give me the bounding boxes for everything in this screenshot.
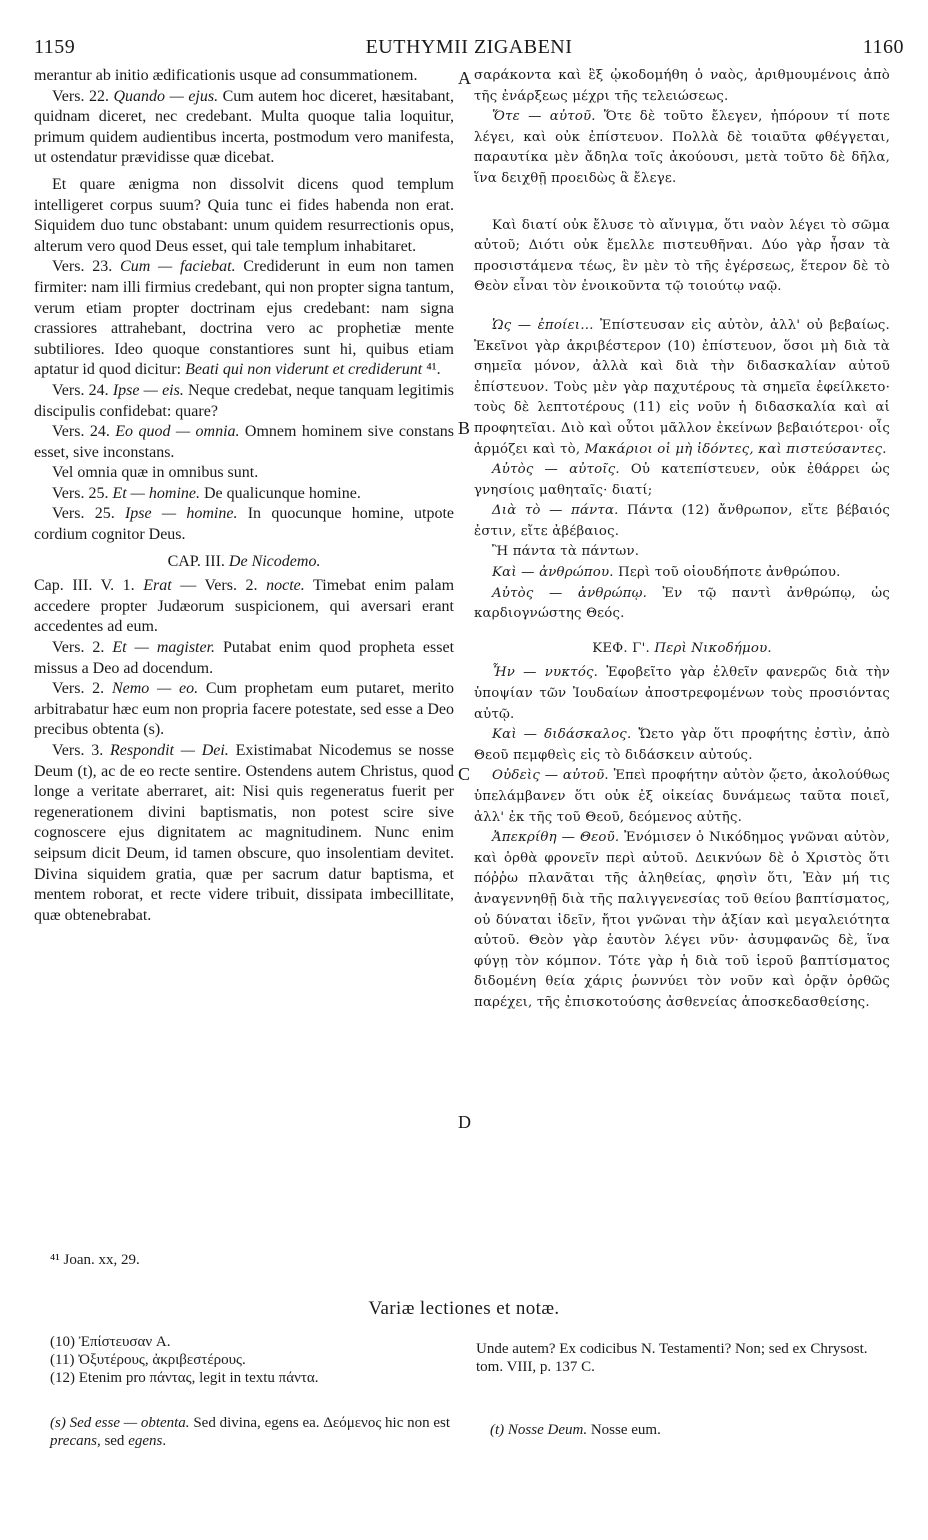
gloss-text: Ὅτε δὲ τοῦτο ἔλεγεν, ἠπόρουν τί ποτε λέγει, καὶ οὐκ ἐπίστευον. Πολλὰ δὲ τοιαῦτα φθέγγεται, παραυτίκα μὲν ἄδηλα τοῖς ἀκούουσι, μετὰ τοῦτο δὲ δῆλα, ἵνα δειχθῇ προειδὼς ἃ ἔλεγε. bbox=[474, 109, 890, 186]
greek-para-10 bbox=[474, 663, 890, 725]
verse-ref: — Vers. 2. bbox=[171, 577, 267, 595]
note-text: . bbox=[162, 1433, 167, 1449]
gloss-text: Ἐν τῷ παντὶ ἀνθρώπῳ, ὡς καρδιογνώστης Θεός. bbox=[474, 585, 890, 622]
lemma: Ipse — homine. bbox=[124, 505, 238, 523]
gloss-text: Ἐπίστευσαν εἰς αὐτὸν, ἀλλ' οὐ βεβαίως. Ἐκεῖνοι γὰρ ἀκριβέστερον (10) ἐπίστευον, ὅσοι μὴ διὰ τὰ σημεῖα μόνον, ἀλλὰ καὶ διὰ τὴν διδασκαλίαν αὐτοῦ ἐπίστευον. Τοὺς μὲν γὰρ παχυτέρους τὰ σημεῖα ἐφείλκετο· τοὺς δὲ λεπτοτέρους (11) εἰς νοῦν ἡ διδασκαλία καὶ αἱ προφητεῖαι. Διὸ καὶ οὗτοι μᾶλλον ἐκείνων βεβαιότεροι· οἷς ἁρμόζει καὶ τὸ, bbox=[474, 317, 890, 457]
lemma: Quando — ejus. bbox=[113, 87, 219, 105]
chapter-number: ΚΕΦ. Γ'. bbox=[592, 640, 650, 656]
latin-para-6 bbox=[34, 422, 454, 463]
running-title: EUTHYMII ZIGABENI bbox=[365, 36, 573, 58]
variant-11: (11) Ὀξυτέρους, ἀκριβεστέρους. bbox=[50, 1352, 246, 1368]
lemma: Ὅτε — αὐτοῦ. bbox=[492, 109, 596, 125]
variants-left bbox=[50, 1333, 460, 1387]
latin-para-8 bbox=[34, 484, 454, 505]
lemma: Et — homine. bbox=[112, 484, 200, 502]
verse-ref: Vers. 2. bbox=[52, 680, 105, 698]
latin-para-2 bbox=[34, 87, 454, 169]
margin-letter-d: D bbox=[458, 1112, 471, 1132]
greek-para-1: σαράκοντα καὶ ἓξ ᾠκοδομήθη ὁ ναὸς, ἀριθμουμένοις ἀπὸ τῆς ἐνάρξεως μέχρι τῆς τελειώσεως. bbox=[474, 68, 890, 104]
variants-right bbox=[476, 1340, 896, 1376]
latin-para-10 bbox=[34, 576, 454, 638]
lemma: Αὐτὸς — αὐτοῖς. bbox=[492, 462, 620, 478]
lemma: Ἦν — νυκτός. bbox=[492, 665, 599, 681]
latin-para-5 bbox=[34, 381, 454, 422]
lemma: Καὶ — διδάσκαλος. bbox=[492, 727, 632, 743]
greek-para-11 bbox=[474, 725, 890, 766]
gloss-text: Ἐφοβεῖτο γὰρ ἐλθεῖν φανερῶς διὰ τὴν ὑποψίαν τῶν Ἰουδαίων ἀποστρεφομένων τοὺς προσιόντας αὐτῷ. bbox=[474, 665, 890, 722]
chapter-heading-latin bbox=[34, 552, 454, 573]
gloss-text: Οὐ κατεπίστευεν, οὐκ ἐθάρρει ὡς γνησίοις μαθηταῖς· διατί; bbox=[474, 462, 890, 498]
latin-para-9 bbox=[34, 504, 454, 545]
greek-column bbox=[474, 66, 890, 1014]
latin-para-1: merantur ab initio ædificationis usque ad consummationem. bbox=[34, 67, 418, 84]
verse-ref: Vers. 2. bbox=[52, 639, 105, 657]
gloss-text: Ἐπεὶ προφήτην αὐτὸν ᾤετο, ἀκολούθως ὑπελάμβανεν ὅτι οὐκ ἐξ οἰκείας δυνάμεως ταῦτα ποιεῖ, ἀλλ' ἐκ τῆς τοῦ Θεοῦ, δεόμενος αὐτῆς. bbox=[474, 768, 890, 825]
footnote-mark: ⁴¹. bbox=[422, 361, 441, 379]
chapter-heading-greek bbox=[474, 639, 890, 660]
greek-para-5 bbox=[474, 460, 890, 501]
note-italic: egens bbox=[128, 1433, 163, 1449]
gloss-text: Timebat enim palam accedere propter Judæorum suspicionem, qui aversari erant accedentes ad eum. bbox=[34, 577, 455, 636]
lemma: Οὐδεὶς — αὐτοῦ. bbox=[492, 768, 609, 784]
gloss-text: Cum autem hoc diceret, hæsitabant, quidnam diceret, nec credebant. Multa quoque talia loquitur, primum quidem audientibus incerta, postmodum vero manifesta, ut ostendatur prævidisse quæ dicebat. bbox=[34, 87, 455, 167]
greek-para-12 bbox=[474, 766, 890, 828]
verse-ref: Vers. 25. bbox=[52, 484, 109, 502]
latin-para-12 bbox=[34, 679, 454, 741]
note-italic: precans bbox=[50, 1433, 97, 1449]
gloss-text: Putabat enim quod propheta esset missus a Deo ad docendum. bbox=[34, 639, 455, 677]
page-number-right: 1160 bbox=[862, 36, 904, 58]
lemma: nocte. bbox=[266, 577, 305, 595]
greek-para-4 bbox=[474, 316, 890, 460]
verse-ref: Vers. 3. bbox=[52, 742, 104, 759]
note-t bbox=[490, 1422, 900, 1439]
latin-para-11 bbox=[34, 638, 454, 679]
verse-ref: Vers. 24. bbox=[52, 381, 109, 399]
note-s bbox=[50, 1414, 460, 1450]
greek-para-8 bbox=[474, 563, 890, 584]
latin-para-3: Et quare ænigma non dissolvit dicens quod templum intelligeret corpus suum? Quia tunc ei fides habenda non erat. Siquidem duo tunc obstabant: unum quidem resurrectionis opus, alterum vero quod Deus esset, qui tale templum inhabitaret. bbox=[34, 175, 454, 255]
chapter-number: CAP. III. bbox=[167, 552, 225, 570]
gloss-text: Crediderunt in eum non tamen firmiter: nam illi firmius credebant, qui non propter signa tantum, verum etiam propter doctrinam ejus credebant: nam signa crassiores attrahebant, doctrina vero ac prophetiæ mente subtiliores. Ideo quoque constantiores sunt hi, quibus etiam aptatur id quod dicitur: bbox=[34, 258, 455, 379]
variant-12: (12) Etenim pro πάντας, legit in textu πάντα. bbox=[50, 1370, 319, 1386]
gloss-text: Omnem hominem sive constans esset, sive inconstans. bbox=[34, 423, 455, 461]
lemma: Eo quod — omnia. bbox=[115, 423, 240, 441]
lemma: Et — magister. bbox=[112, 639, 216, 657]
variant-10: (10) Ἐπίστευσαν A. bbox=[50, 1334, 171, 1350]
lemma: Αὐτὸς — ἀνθρώπῳ. bbox=[492, 585, 648, 601]
gloss-text: Ἐνόμισεν ὁ Νικόδημος γνῶναι αὐτὸν, καὶ ὀρθὰ φρονεῖν περὶ αὐτοῦ. Δεικνύων δὲ ὁ Χριστὸς ὅτι πόῤῥω πλανᾶται τῆς ἀληθείας, φησὶν ὅτι, Ἐὰν μή τις ἀναγεννηθῇ διὰ τῆς παλιγγενεσίας τοῦ θείου βαπτίσματος, οὐ δύναται ἰδεῖν, ἤτοι γνῶναι τὴν ἀξίαν καὶ μεγαλειότητα αὐτοῦ. Θεὸν γὰρ ἑαυτὸν λέγει νῦν· ἀσυμφανῶς δὲ, ἵνα φύγῃ τὸν κόμπον. Τότε γὰρ ἡ διὰ τοῦ ἱεροῦ βαπτίσματος διδομένη θεία χάρις ῥωννύει τὸν νοῦν καὶ ὁρᾷν ὀρθῶς παρέχει, τῆς ἐπισκοτούσης ἀσθενείας ἀποσκεδασθείσης. bbox=[474, 830, 890, 1010]
note-mark: (t) bbox=[490, 1422, 505, 1438]
verse-ref: Vers. 25. bbox=[52, 505, 115, 523]
margin-letter-a: A bbox=[458, 68, 471, 88]
greek-para-6 bbox=[474, 501, 890, 542]
gloss-text: In quocunque homine, utpote cordium cognitor Deus. bbox=[34, 505, 455, 544]
latin-para-13 bbox=[34, 741, 454, 926]
scripture-quote: Beati qui non viderunt et crediderunt bbox=[185, 361, 423, 379]
lemma: Ἀπεκρίθη — Θεοῦ. bbox=[492, 830, 620, 846]
gloss-text: Cum prophetam eum putaret, merito arbitrabatur hæc eum non propria facere potestate, sed esse a Deo precibus obtenta (s). bbox=[34, 680, 455, 739]
note-text: , sed bbox=[96, 1433, 129, 1449]
verse-ref: Vers. 24. bbox=[52, 423, 110, 441]
verse-ref: Vers. 22. bbox=[52, 87, 109, 105]
variae-lectiones-heading: Variæ lectiones et notæ. bbox=[368, 1298, 560, 1319]
scripture-quote: Μακάριοι οἱ μὴ ἰδόντες, καὶ πιστεύσαντες. bbox=[584, 441, 887, 457]
greek-para-13 bbox=[474, 828, 890, 1013]
note-lemma: Sed esse — obtenta. bbox=[65, 1415, 190, 1431]
verse-ref: Vers. 23. bbox=[52, 258, 113, 276]
greek-para-9 bbox=[474, 584, 890, 625]
page-number-left: 1159 bbox=[34, 36, 76, 58]
note-text: Sed divina, egens ea. Δεόμενος hic non est bbox=[189, 1415, 451, 1431]
margin-letter-c: C bbox=[458, 764, 471, 784]
lemma: Ipse — eis. bbox=[112, 381, 184, 399]
lemma: Ὡς — ἐποίει… bbox=[492, 317, 594, 333]
greek-para-7: Ἢ πάντα τὰ πάντων. bbox=[492, 544, 640, 560]
chapter-title: Περὶ Νικοδήμου. bbox=[649, 640, 772, 656]
gloss-text: Πάντα (12) ἄνθρωπον, εἴτε βέβαιός ἐστιν, εἴτε ἀβέβαιος. bbox=[474, 503, 891, 539]
note-mark: (s) bbox=[50, 1415, 66, 1431]
latin-column bbox=[34, 66, 454, 926]
verse-ref: Cap. III. V. 1. bbox=[34, 577, 135, 595]
lemma: Καὶ — ἀνθρώπου. bbox=[492, 565, 614, 581]
chapter-title: De Nicodemo. bbox=[224, 552, 321, 570]
lemma: Erat bbox=[134, 577, 172, 595]
running-header bbox=[34, 36, 904, 62]
footnote: ⁴¹ Joan. xx, 29. bbox=[50, 1252, 140, 1268]
greek-para-2 bbox=[474, 107, 890, 189]
note-text: Nosse eum. bbox=[587, 1422, 661, 1438]
lemma: Cum — faciebat. bbox=[120, 258, 236, 276]
note-lemma: Nosse Deum. bbox=[504, 1422, 588, 1438]
gloss-text: Neque credebat, neque tanquam legitimis discipulis confidebat: quare? bbox=[34, 381, 455, 420]
lemma: Respondit — Dei. bbox=[109, 742, 229, 759]
latin-para-7: Vel omnia quæ in omnibus sunt. bbox=[52, 464, 259, 482]
gloss-text: Existimabat Nicodemus se nosse Deum (t), ac de eo recte sentire. Ostendens autem Christus, quod longe a veritate aberraret, ait: Nisi quis regeneratus fuerit per regenerationem divini baptismatis, non potest scire sive cognoscere ejus dignitatem ac magnitudinem. Nunc enim seipsum dicit Deum, id tamen obscure, quo insolentiam devitet. Divina siquidem gratia, quæ per sacrum datur baptisma, et mentem roborat, et recte videre tribuit, dissipata imbecillitate, quæ obtenebrabat. bbox=[34, 742, 455, 924]
greek-para-3: Καὶ διατί οὐκ ἔλυσε τὸ αἴνιγμα, ὅτι ναὸν λέγει τὸ σῶμα αὐτοῦ; Διότι οὐκ ἔμελλε πιστευθῆναι. Δύο γὰρ ἦσαν τὰ προσιστάμενα τέως, ἓν μὲν τὸ τῆς ἐγέρσεως, ἕτερον δὲ τὸ Θεὸν εἶναι τὸν ἐνοικοῦντα τῷ τοιούτῳ ναῷ. bbox=[474, 217, 890, 295]
lemma: Διὰ τὸ — πάντα. bbox=[492, 503, 619, 519]
margin-letter-b: B bbox=[458, 418, 471, 438]
variant-note: Unde autem? Ex codicibus N. Testamenti? Non; sed ex Chrysost. tom. VIII, p. 137 C. bbox=[476, 1341, 868, 1375]
gloss-text: De qualicunque homine. bbox=[199, 484, 361, 502]
gloss-text: Περὶ τοῦ οἱουδήποτε ἀνθρώπου. bbox=[613, 565, 841, 581]
lemma: Nemo — eo. bbox=[111, 680, 199, 698]
latin-para-4 bbox=[34, 257, 454, 381]
gloss-text: Ὤετο γὰρ ὅτι προφήτης ἐστὶν, ἀπὸ Θεοῦ πεμφθεὶς εἰς τὸ διδάσκειν αὐτούς. bbox=[474, 727, 890, 763]
